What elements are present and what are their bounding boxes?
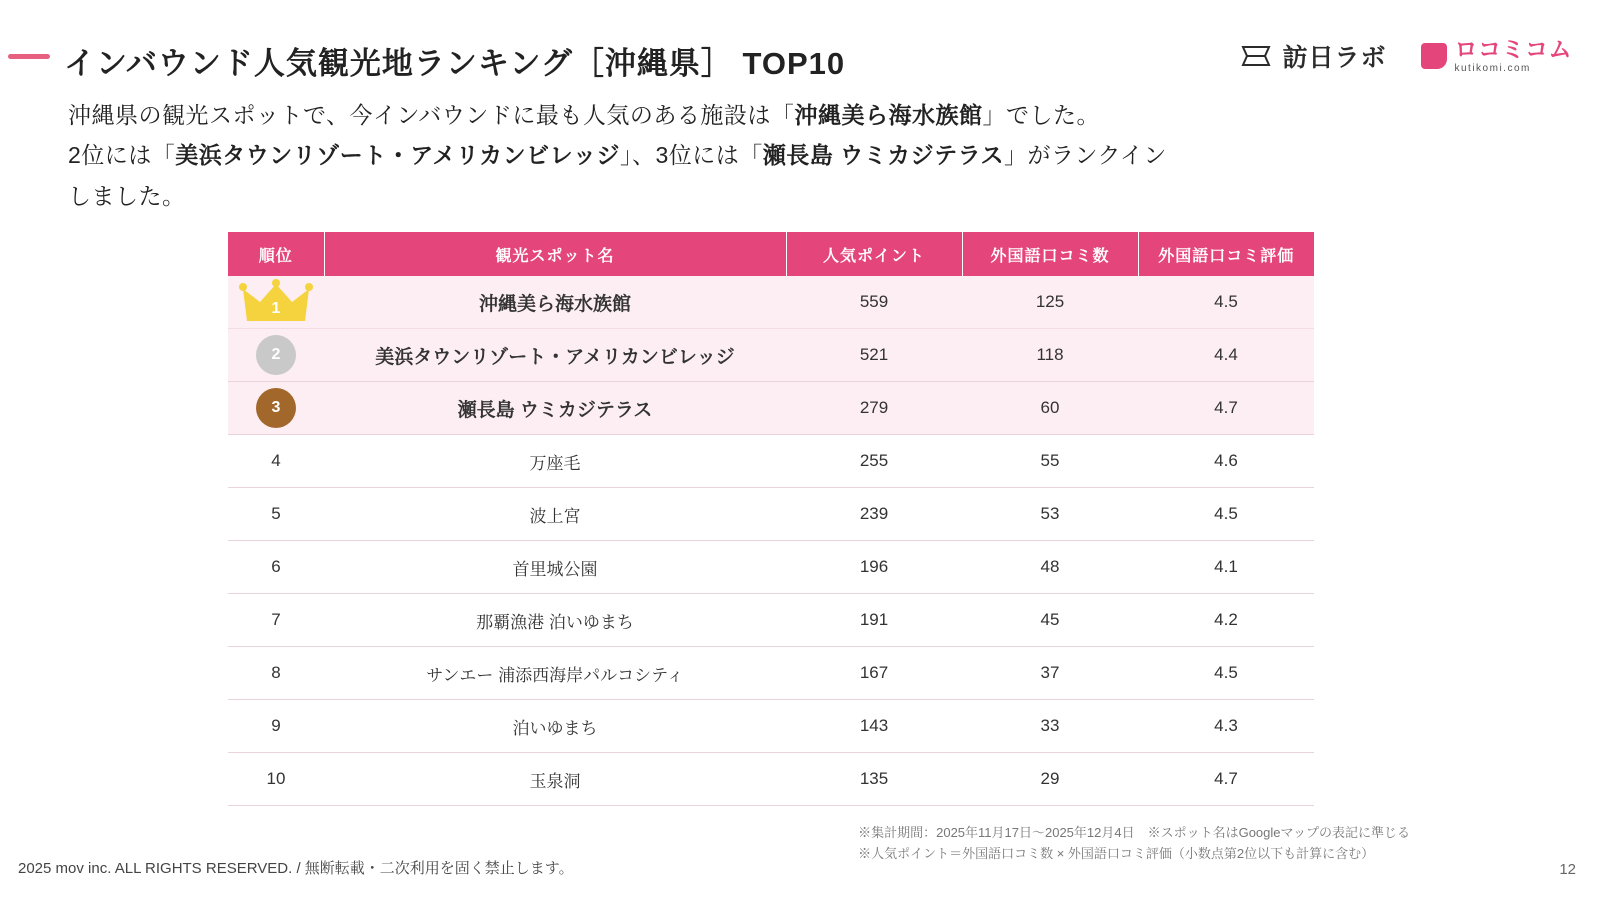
cell-spot-name: 那覇漁港 泊いゆまち: [324, 594, 786, 647]
ranking-table: [228, 232, 1314, 806]
cell-points: 167: [786, 647, 962, 700]
cell-review-score: 4.7: [1138, 753, 1314, 806]
cell-spot-name: 瀬長島 ウミカジテラス: [324, 382, 786, 435]
cell-spot-name: 首里城公園: [324, 541, 786, 594]
logo-group: [1239, 38, 1572, 74]
cell-review-score: 4.4: [1138, 329, 1314, 382]
cell-review-count: 125: [962, 276, 1138, 329]
rank-number: 1: [271, 300, 281, 317]
cell-spot-name: 万座毛: [324, 435, 786, 488]
cell-spot-name: 泊いゆまち: [324, 700, 786, 753]
lead-line-3: しました。: [68, 182, 186, 209]
cell-spot-name: 美浜タウンリゾート・アメリカンビレッジ: [324, 329, 786, 382]
cell-review-count: 37: [962, 647, 1138, 700]
cell-rank: 6: [228, 541, 324, 594]
speech-bubble-icon: [1421, 43, 1447, 69]
header-spot-name: 観光スポット名: [324, 232, 786, 276]
cell-review-score: 4.6: [1138, 435, 1314, 488]
cell-review-count: 29: [962, 753, 1138, 806]
cell-points: 279: [786, 382, 962, 435]
cell-review-count: 60: [962, 382, 1138, 435]
cell-spot-name: 波上宮: [324, 488, 786, 541]
table-row: [228, 382, 1314, 435]
kutikomi-logo: [1421, 38, 1573, 74]
cell-points: 255: [786, 435, 962, 488]
cell-review-score: 4.5: [1138, 647, 1314, 700]
cell-review-count: 33: [962, 700, 1138, 753]
crown-icon: [239, 279, 313, 325]
cell-review-score: 4.2: [1138, 594, 1314, 647]
cell-review-score: 4.3: [1138, 700, 1314, 753]
table-row: [228, 647, 1314, 700]
lead-highlight-first: 沖縄美ら海水族館: [794, 102, 983, 128]
cell-points: 135: [786, 753, 962, 806]
lead-line-2-c: 」、3位には「: [619, 142, 763, 169]
cell-rank: [228, 329, 324, 382]
table-row: [228, 541, 1314, 594]
cell-points: 239: [786, 488, 962, 541]
title-accent-dash: [8, 54, 50, 59]
kutikomi-logo-texts: [1455, 38, 1573, 74]
cell-review-count: 48: [962, 541, 1138, 594]
footnote-line-1: ※集計期間：2025年11月17日〜2025年12月4日 ※スポット名はGoogleマップの表記に準じる: [858, 825, 1410, 840]
cell-rank: 10: [228, 753, 324, 806]
kutikomi-logo-sub: kutikomi.com: [1454, 63, 1531, 74]
header-rank: 順位: [228, 232, 324, 276]
cell-review-score: 4.1: [1138, 541, 1314, 594]
homni-logo-text: 訪日ラボ: [1282, 44, 1387, 72]
lead-line-1-c: 」でした。: [982, 102, 1100, 128]
copyright-text: 2025 mov inc. ALL RIGHTS RESERVED. / 無断転載・二次利用を固く禁止します。: [18, 860, 574, 877]
lead-line-2-e: 」がランクイン: [1003, 142, 1167, 169]
table-row: [228, 435, 1314, 488]
page-title: インバウンド人気観光地ランキング［沖縄県］ TOP10: [64, 46, 846, 81]
table-row: [228, 700, 1314, 753]
cell-points: 196: [786, 541, 962, 594]
homni-logo: [1239, 38, 1386, 74]
cell-points: 143: [786, 700, 962, 753]
header-review-score: 外国語口コミ評価: [1138, 232, 1314, 276]
lead-highlight-second: 美浜タウンリゾート・アメリカンビレッジ: [175, 142, 620, 169]
cell-rank: 4: [228, 435, 324, 488]
lead-highlight-third: 瀬長島 ウミカジテラス: [762, 142, 1004, 169]
table-row: [228, 488, 1314, 541]
cell-points: 559: [786, 276, 962, 329]
ranking-table-wrapper: [228, 232, 1314, 806]
cell-points: 191: [786, 594, 962, 647]
footnote-line-2: ※人気ポイント＝外国語口コミ数 × 外国語口コミ評価（小数点第2位以下も計算に含む）: [858, 846, 1375, 862]
header-review-count: 外国語口コミ数: [962, 232, 1138, 276]
silver-medal-icon: 2: [256, 335, 296, 375]
lead-paragraph: [68, 95, 1548, 216]
cell-spot-name: サンエー 浦添西海岸パルコシティ: [324, 647, 786, 700]
table-row: [228, 329, 1314, 382]
kutikomi-logo-main: ロコミコム: [1454, 36, 1572, 62]
cell-review-score: 4.7: [1138, 382, 1314, 435]
table-row: [228, 753, 1314, 806]
cell-spot-name: 沖縄美ら海水族館: [324, 276, 786, 329]
header-points: 人気ポイント: [786, 232, 962, 276]
cell-rank: 9: [228, 700, 324, 753]
lead-line-2: [68, 135, 1548, 175]
cell-review-count: 45: [962, 594, 1138, 647]
cell-spot-name: 玉泉洞: [324, 753, 786, 806]
cell-rank: 5: [228, 488, 324, 541]
lead-line-1: [68, 95, 1548, 135]
cell-review-count: 53: [962, 488, 1138, 541]
cell-review-count: 118: [962, 329, 1138, 382]
cell-rank: [228, 382, 324, 435]
cell-rank: [228, 276, 324, 329]
footnotes: [858, 822, 1410, 865]
cell-rank: 7: [228, 594, 324, 647]
cell-points: 521: [786, 329, 962, 382]
table-row: [228, 594, 1314, 647]
cell-review-count: 55: [962, 435, 1138, 488]
table-header-row: [228, 232, 1314, 276]
hexagon-icon: [1239, 43, 1273, 69]
cell-review-score: 4.5: [1138, 488, 1314, 541]
cell-rank: 8: [228, 647, 324, 700]
header: [0, 22, 1600, 81]
table-row: [228, 276, 1314, 329]
lead-line-1-a: 沖縄県の観光スポットで、今インバウンドに最も人気のある施設は「: [68, 102, 795, 128]
lead-line-2-a: 2位には「: [68, 142, 176, 169]
cell-review-score: 4.5: [1138, 276, 1314, 329]
bronze-medal-icon: 3: [256, 388, 296, 428]
page-number: 12: [1559, 861, 1576, 878]
